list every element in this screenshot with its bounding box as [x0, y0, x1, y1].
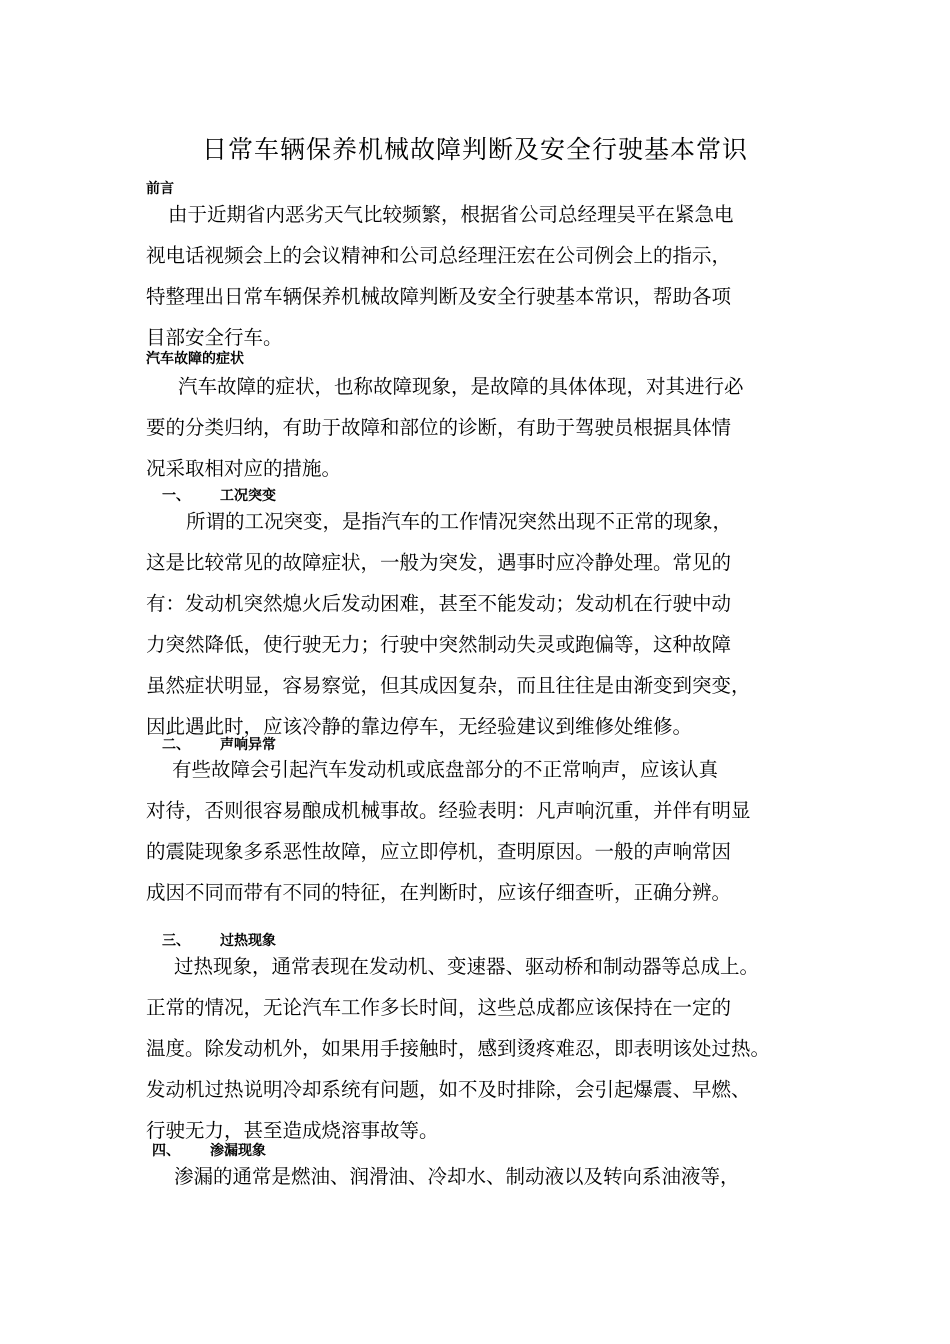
section-title: 过热现象	[220, 933, 276, 949]
paragraph-line: 目部安全行车。	[146, 326, 283, 349]
paragraph-line: 视电话视频会上的会议精神和公司总经理汪宏在公司例会上的指示，	[146, 244, 732, 267]
section-paragraph	[146, 1156, 822, 1197]
paragraph-line: 的震陡现象多系恶性故障，应立即停机，查明原因。一般的声响常因	[146, 840, 732, 863]
paragraph-line: 行驶无力，甚至造成烧溶事故等。	[146, 1119, 439, 1142]
paragraph-line: 要的分类归纳，有助于故障和部位的诊断，有助于驾驶员根据具体情	[146, 416, 732, 439]
paragraph-line: 虽然症状明显，容易察觉，但其成因复杂，而且往往是由渐变到突变，	[146, 674, 751, 697]
paragraph-line: 有些故障会引起汽车发动机或底盘部分的不正常响声，应该认真	[172, 758, 719, 781]
paragraph-line: 所谓的工况突变，是指汽车的工作情况突然出现不正常的现象，	[186, 510, 733, 533]
section-number: 一、	[162, 488, 190, 504]
symptoms-heading: 汽车故障的症状	[146, 351, 244, 367]
paragraph-line: 渗漏的通常是燃油、润滑油、冷却水、制动液以及转向系油液等，	[174, 1165, 740, 1188]
preface-paragraph	[146, 194, 822, 358]
section-paragraph	[146, 946, 822, 1151]
paragraph-line: 发动机过热说明冷却系统有问题，如不及时排除，会引起爆震、早燃、	[146, 1078, 751, 1101]
symptoms-paragraph	[146, 366, 822, 489]
paragraph-line: 有：发动机突然熄火后发动困难，甚至不能发动；发动机在行驶中动	[146, 592, 732, 615]
paragraph-line: 汽车故障的症状，也称故障现象，是故障的具体体现，对其进行必	[178, 375, 744, 398]
paragraph-line: 况采取相对应的措施。	[146, 457, 342, 480]
paragraph-line: 温度。除发动机外，如果用手接触时，感到烫疼难忍，即表明该处过热。	[146, 1037, 771, 1060]
section-paragraph	[146, 501, 822, 747]
section-number: 四、	[152, 1143, 180, 1159]
paragraph-line: 正常的情况，无论汽车工作多长时间，这些总成都应该保持在一定的	[146, 996, 732, 1019]
document-title: 日常车辆保养机械故障判断及安全行驶基本常识	[201, 135, 748, 164]
paragraph-line: 力突然降低，使行驶无力；行驶中突然制动失灵或跑偏等，这种故障	[146, 633, 732, 656]
section-number: 三、	[162, 933, 190, 949]
paragraph-line: 这是比较常见的故障症状，一般为突发，遇事时应冷静处理。常见的	[146, 551, 732, 574]
paragraph-line: 特整理出日常车辆保养机械故障判断及安全行驶基本常识，帮助各项	[146, 285, 732, 308]
paragraph-line: 因此遇此时，应该冷静的靠边停车，无经验建议到维修处维修。	[146, 715, 693, 738]
paragraph-line: 对待，否则很容易酿成机械事故。经验表明：凡声响沉重，并伴有明显	[146, 799, 751, 822]
section-title: 工况突变	[220, 488, 276, 504]
section-paragraph	[146, 749, 822, 913]
section-title: 渗漏现象	[210, 1143, 266, 1159]
section-number: 二、	[162, 737, 190, 753]
preface-heading: 前言	[146, 181, 174, 197]
section-title: 声响异常	[220, 737, 276, 753]
paragraph-line: 由于近期省内恶劣天气比较频繁，根据省公司总经理吴平在紧急电	[168, 203, 734, 226]
paragraph-line: 过热现象，通常表现在发动机、变速器、驱动桥和制动器等总成上。	[174, 955, 760, 978]
paragraph-line: 成因不同而带有不同的特征，在判断时，应该仔细查听，正确分辨。	[146, 881, 732, 904]
